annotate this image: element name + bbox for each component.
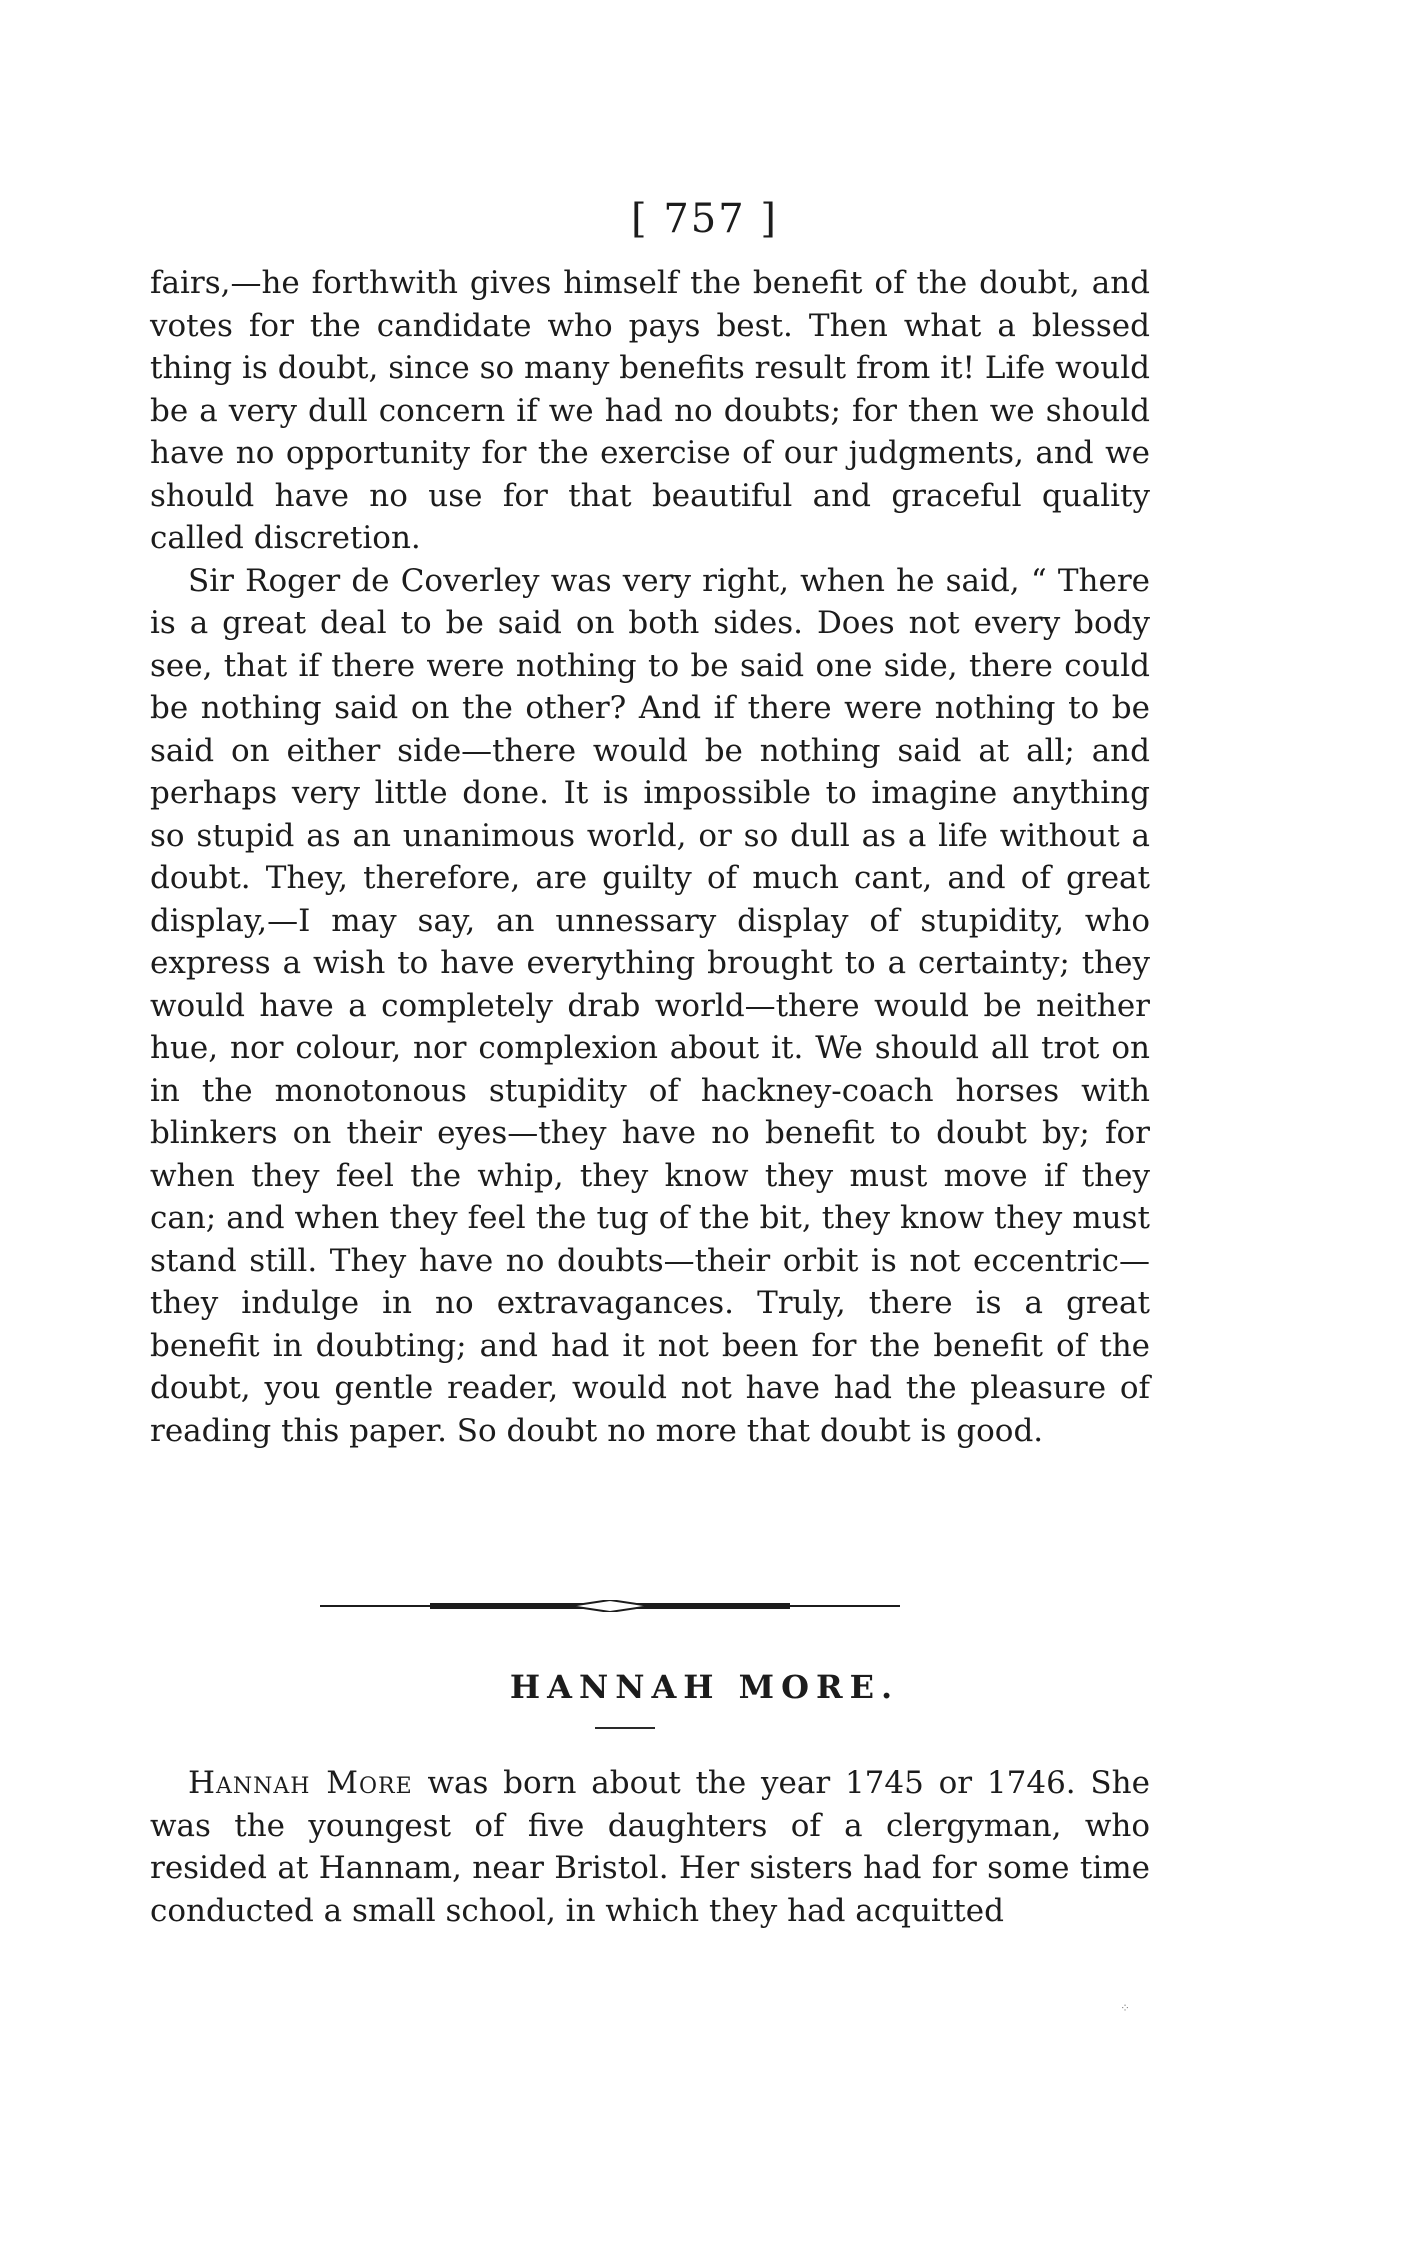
paragraph-hannah-more-intro [150,1762,1150,1932]
paragraph-discretion: fairs,—he forthwith gives himself the benefit of the doubt, and votes for the candidate who pays best. Then what a blessed thing is doubt, since so many benefits result from it! Life would be a very dull concern if we had no doubts; for then we should have no opportunity for the exercise of our judgments, and we should have no use for that beautiful and graceful quality called discretion. [150,265,1150,556]
ornamental-divider [320,1600,900,1612]
heading-rule [595,1727,655,1729]
section-heading: HANNAH MORE. [509,1668,900,1706]
paragraph-sir-roger: Sir Roger de Coverley was very right, when he said, “ There is a great deal to be said on both sides. Does not every body see, that if there were nothing to be said one side, there could be nothing said on the other? And if there were nothing to be said on either side—there would be nothing said at all; and perhaps very little done. It is impossible to imagine anything so stupid as an unanimous world, or so dull as a life without a doubt. They, therefore, are guilty of much cant, and of great display,—I may say, an unnessary display of stupidity, who express a wish to have everything brought to a certainty; they would have a completely drab world—there would be neither hue, nor colour, nor complexion about it. We should all trot on in the monotonous stupidity of hackney-coach horses with blinkers on their eyes—they have no benefit to doubt by; for when they feel the whip, they know they must move if they can; and when they feel the tug of the bit, they know they must stand still. They have no doubts—their orbit is not eccentric—they indulge in no extravagances. Truly, there is a great benefit in doubting; and had it not been for the benefit of the doubt, you gentle reader, would not have had the pleasure of reading this paper. So doubt no more that doubt is good. [150,562,1150,1449]
subject-name: Hannah More [188,1765,413,1801]
page-number: [ 757 ] [631,196,778,242]
article-hannah-more-text [150,1762,1150,1932]
paragraph-hannah-more-body: was born about the year 1745 or 1746. She was the youngest of five daughters of a clergyman, who resided at Hannam, near Bristol. Her sisters had for some time conducted a small school, in which they had acquitted [150,1765,1150,1929]
page-speck: ⁘ [1120,2001,1131,2015]
article-doubt-text [150,262,1150,1452]
ornamental-rule-graphic [320,1600,900,1612]
